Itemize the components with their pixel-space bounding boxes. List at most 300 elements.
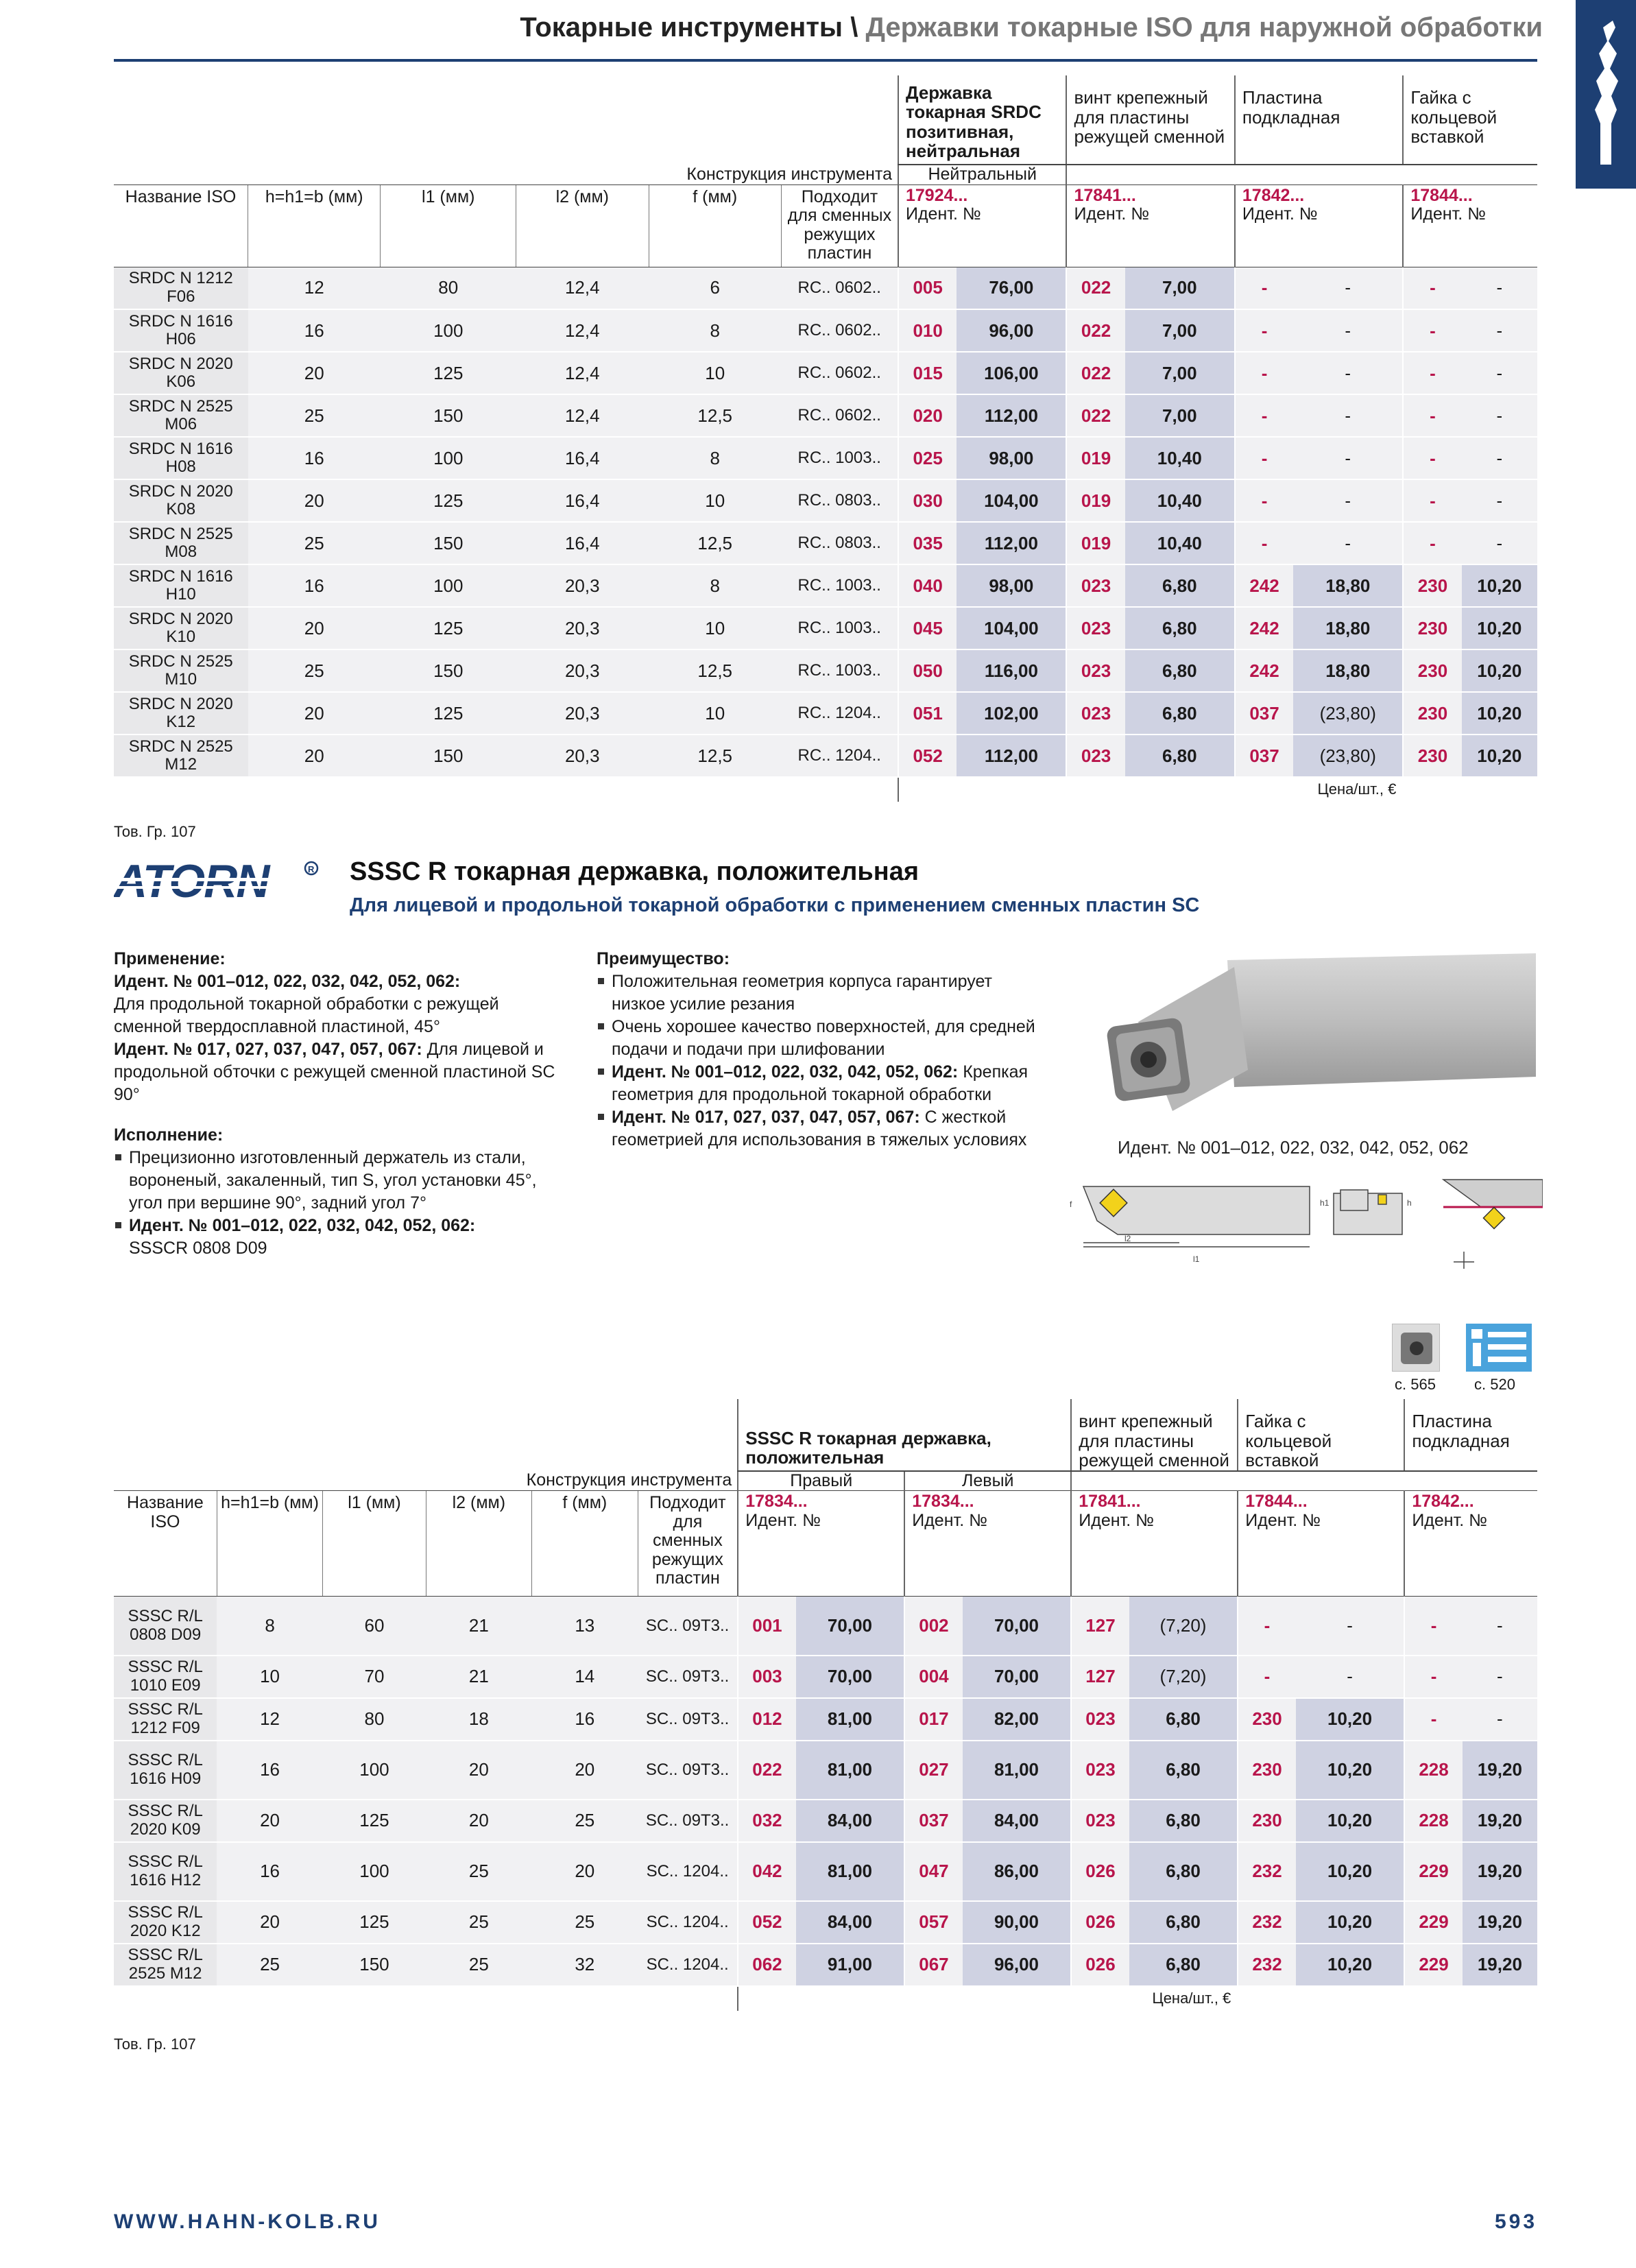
price-cell: -	[1293, 394, 1403, 437]
price-cell: 84,00	[796, 1901, 905, 1944]
adv-bullet-3: Идент. № 001–012, 022, 032, 042, 052, 062: Крепкая геометрия для продольной токарной обработки	[597, 1061, 1049, 1106]
f-cell: 20	[532, 1741, 638, 1800]
ident-code-cell: -	[1235, 394, 1293, 437]
iso-name-cell: SRDC N 2525 M06	[114, 394, 248, 437]
price-cell: 18,80	[1293, 607, 1403, 649]
ident-code-cell: 015	[898, 352, 957, 394]
insert-cell: SC.. 09T3..	[638, 1698, 738, 1741]
sssc-table	[114, 1399, 1537, 2011]
price-cell: 84,00	[796, 1800, 905, 1842]
price-cell: 86,00	[963, 1842, 1072, 1901]
price-cell: 6,80	[1125, 564, 1235, 607]
insert-cell: RC.. 0602..	[781, 394, 898, 437]
ident-code-cell: 242	[1235, 564, 1293, 607]
ident-code-cell: 020	[898, 394, 957, 437]
l2-cell: 25	[426, 1842, 531, 1901]
price-cell: 6,80	[1129, 1698, 1238, 1741]
price-cell: 104,00	[957, 607, 1066, 649]
f-cell: 10	[649, 607, 781, 649]
l1-cell: 150	[381, 649, 516, 692]
f-cell: 6	[649, 267, 781, 309]
ident-code-cell: 230	[1238, 1698, 1295, 1741]
ident-code-cell: 052	[738, 1901, 795, 1944]
price-cell: 70,00	[796, 1656, 905, 1698]
price-cell: -	[1293, 522, 1403, 564]
col-h: h=h1=b (мм)	[217, 1491, 322, 1597]
ident-code-cell: 023	[1071, 1800, 1129, 1842]
l2-cell: 25	[426, 1944, 531, 1986]
ref-page-565[interactable]: с. 565	[1395, 1376, 1436, 1393]
h-cell: 20	[217, 1901, 322, 1944]
ident-code-cell: 002	[904, 1597, 962, 1656]
l2-cell: 20,3	[516, 607, 649, 649]
price-cell: 106,00	[957, 352, 1066, 394]
exec-bullet-1: Прецизионно изготовленный держатель из стали, вороненый, закаленный, тип S, угол установки 45°, угол при вершине 90°, задний угол 7°	[114, 1147, 560, 1215]
iso-name-cell: SSSC R/L 2020 K12	[114, 1901, 217, 1944]
ident-code-cell: 230	[1403, 564, 1461, 607]
l2-cell: 18	[426, 1698, 531, 1741]
app-text-1: Для продольной токарной обработки с режущей сменной твердосплавной пластиной, 45°	[114, 994, 499, 1036]
price-cell: -	[1462, 309, 1537, 352]
l2-cell: 25	[426, 1901, 531, 1944]
ident-code-cell: 230	[1238, 1741, 1295, 1800]
h-cell: 20	[248, 735, 381, 777]
ident-code-cell: 001	[738, 1597, 795, 1656]
price-cell: 84,00	[963, 1800, 1072, 1842]
exec-bullet-2: Идент. № 001–012, 022, 032, 042, 052, 062: SSSCR 0808 D09	[114, 1215, 560, 1260]
ident-code-cell: -	[1403, 352, 1461, 394]
price-note: Цена/шт., €	[898, 777, 1403, 802]
price-cell: -	[1462, 522, 1537, 564]
iso-name-cell: SRDC N 2020 K06	[114, 352, 248, 394]
iso-name-cell: SRDC N 2020 K08	[114, 479, 248, 522]
ident-code-cell: 232	[1238, 1842, 1295, 1901]
iso-name-cell: SSSC R/L 1212 F09	[114, 1698, 217, 1741]
atorn-logo	[114, 859, 320, 903]
table-row	[114, 309, 1537, 352]
f-cell: 16	[532, 1698, 638, 1741]
col-l1: l1 (мм)	[381, 184, 516, 267]
group-title-shim: Пластина подкладная	[1235, 75, 1403, 165]
col-f: f (мм)	[649, 184, 781, 267]
iso-name-cell: SSSC R/L 0808 D09	[114, 1597, 217, 1656]
ident-code-cell: 047	[904, 1842, 962, 1901]
ident-code-cell: 037	[1235, 692, 1293, 735]
price-cell: 10,20	[1296, 1944, 1405, 1986]
price-cell: 70,00	[963, 1597, 1072, 1656]
table-row	[114, 692, 1537, 735]
insert-cell: RC.. 1003..	[781, 564, 898, 607]
price-cell: 81,00	[796, 1698, 905, 1741]
price-cell: 112,00	[957, 735, 1066, 777]
group-title-nut: Гайка с кольцевой вставкой	[1403, 75, 1537, 165]
photo-caption: Идент. № 001–012, 022, 032, 042, 052, 062	[1118, 1137, 1469, 1158]
price-cell: 10,20	[1462, 607, 1537, 649]
f-cell: 10	[649, 479, 781, 522]
l2-cell: 20,3	[516, 564, 649, 607]
ident-code-cell: 232	[1238, 1901, 1295, 1944]
f-cell: 12,5	[649, 394, 781, 437]
price-cell: 7,00	[1125, 267, 1235, 309]
construction-label: Конструкция инструмента	[114, 1471, 738, 1491]
adv-bullet-1: Положительная геометрия корпуса гарантирует низкое усилие резания	[597, 970, 1049, 1016]
group-id-3: 17842... Идент. №	[1235, 184, 1403, 267]
price-cell: 82,00	[963, 1698, 1072, 1741]
price-cell: -	[1462, 394, 1537, 437]
f-cell: 32	[532, 1944, 638, 1986]
header-rule	[114, 59, 1537, 62]
col-l2: l2 (мм)	[426, 1491, 531, 1597]
f-cell: 20	[532, 1842, 638, 1901]
ident-code-cell: 052	[898, 735, 957, 777]
price-cell: 10,20	[1462, 735, 1537, 777]
price-cell: -	[1462, 267, 1537, 309]
table-row	[114, 352, 1537, 394]
h-cell: 20	[248, 607, 381, 649]
insert-cell: RC.. 0803..	[781, 522, 898, 564]
price-cell: 19,20	[1463, 1800, 1537, 1842]
iso-name-cell: SSSC R/L 1616 H09	[114, 1741, 217, 1800]
insert-cell: RC.. 1204..	[781, 692, 898, 735]
price-cell: 10,20	[1462, 564, 1537, 607]
l1-cell: 70	[323, 1656, 426, 1698]
price-cell: (7,20)	[1129, 1656, 1238, 1698]
f-cell: 13	[532, 1597, 638, 1656]
price-cell: 10,40	[1125, 522, 1235, 564]
price-cell: 7,00	[1125, 309, 1235, 352]
ident-code-cell: 035	[898, 522, 957, 564]
ident-code-cell: 037	[1235, 735, 1293, 777]
ident-code-cell: 228	[1404, 1800, 1462, 1842]
svg-text:h1: h1	[1320, 1198, 1330, 1208]
table-row	[114, 267, 1537, 309]
ident-code-cell: 023	[1066, 607, 1124, 649]
table-row	[114, 649, 1537, 692]
price-cell: 6,80	[1129, 1842, 1238, 1901]
h-cell: 16	[248, 309, 381, 352]
price-cell: 18,80	[1293, 649, 1403, 692]
price-cell: (23,80)	[1293, 735, 1403, 777]
ident-code-cell: 032	[738, 1800, 795, 1842]
col-iso-name: Название ISO	[114, 1491, 217, 1597]
construction-right: Правый	[738, 1471, 904, 1491]
l2-cell: 16,4	[516, 479, 649, 522]
iso-name-cell: SRDC N 2020 K12	[114, 692, 248, 735]
price-cell: 98,00	[957, 437, 1066, 479]
price-cell: 6,80	[1129, 1800, 1238, 1842]
price-cell: -	[1463, 1656, 1537, 1698]
h-cell: 25	[217, 1944, 322, 1986]
ident-code-cell: 242	[1235, 649, 1293, 692]
col-l2: l2 (мм)	[516, 184, 649, 267]
f-cell: 25	[532, 1800, 638, 1842]
ident-code-cell: 022	[738, 1741, 795, 1800]
f-cell: 12,5	[649, 735, 781, 777]
price-cell: 7,00	[1125, 394, 1235, 437]
price-cell: 10,40	[1125, 437, 1235, 479]
table-row	[114, 1800, 1537, 1842]
insert-cell: SC.. 09T3..	[638, 1800, 738, 1842]
l1-cell: 125	[381, 352, 516, 394]
price-cell: 6,80	[1129, 1901, 1238, 1944]
ident-code-cell: -	[1403, 394, 1461, 437]
application-block	[114, 948, 560, 1260]
price-cell: 102,00	[957, 692, 1066, 735]
price-cell: 81,00	[796, 1741, 905, 1800]
l1-cell: 100	[323, 1842, 426, 1901]
insert-cell: SC.. 09T3..	[638, 1656, 738, 1698]
price-cell: 104,00	[957, 479, 1066, 522]
table-row	[114, 735, 1537, 777]
table-row	[114, 1741, 1537, 1800]
l2-cell: 16,4	[516, 522, 649, 564]
ident-code-cell: 023	[1066, 692, 1124, 735]
ident-code-cell: -	[1235, 522, 1293, 564]
ident-code-cell: 045	[898, 607, 957, 649]
ident-code-cell: 004	[904, 1656, 962, 1698]
insert-cell: RC.. 1003..	[781, 607, 898, 649]
price-cell: -	[1293, 479, 1403, 522]
title-sub: Державки токарные ISO для наружной обработки	[865, 12, 1543, 43]
ident-code-cell: 242	[1235, 607, 1293, 649]
ident-code-cell: 022	[1066, 352, 1124, 394]
iso-name-cell: SSSC R/L 2020 K09	[114, 1800, 217, 1842]
price-cell: 112,00	[957, 394, 1066, 437]
f-cell: 10	[649, 692, 781, 735]
price-cell: 81,00	[796, 1842, 905, 1901]
ident-code-cell: 022	[1066, 309, 1124, 352]
title-main: Токарные инструменты \	[520, 12, 858, 43]
price-cell: -	[1463, 1597, 1537, 1656]
ident-code-cell: 042	[738, 1842, 795, 1901]
h-cell: 16	[248, 564, 381, 607]
construction-left: Левый	[904, 1471, 1071, 1491]
price-note: Цена/шт., €	[738, 1986, 1238, 2011]
ident-code-cell: 019	[1066, 437, 1124, 479]
price-cell: 81,00	[963, 1741, 1072, 1800]
price-cell: 10,20	[1296, 1800, 1405, 1842]
l1-cell: 150	[381, 522, 516, 564]
insert-cell: RC.. 1003..	[781, 437, 898, 479]
l2-cell: 20,3	[516, 692, 649, 735]
application-heading: Применение:	[114, 949, 226, 968]
insert-cell: RC.. 1204..	[781, 735, 898, 777]
app-ident-2: Идент. № 017, 027, 037, 047, 057, 067:	[114, 1040, 422, 1059]
price-cell: 10,40	[1125, 479, 1235, 522]
ident-code-cell: 022	[1066, 394, 1124, 437]
ident-code-cell: -	[1403, 309, 1461, 352]
l1-cell: 125	[381, 479, 516, 522]
ident-code-cell: -	[1238, 1656, 1295, 1698]
iso-name-cell: SRDC N 1616 H10	[114, 564, 248, 607]
ident-code-cell: 050	[898, 649, 957, 692]
table-row	[114, 522, 1537, 564]
table-row	[114, 607, 1537, 649]
col-insert: Подходит для сменных режущих пластин	[781, 184, 898, 267]
price-cell: 19,20	[1463, 1842, 1537, 1901]
col-insert: Подходит для сменных режущих пластин	[638, 1491, 738, 1597]
l1-cell: 100	[323, 1741, 426, 1800]
f-cell: 8	[649, 564, 781, 607]
price-cell: 18,80	[1293, 564, 1403, 607]
insert-cell: SC.. 1204..	[638, 1901, 738, 1944]
insert-cell: SC.. 09T3..	[638, 1597, 738, 1656]
ident-code-cell: 005	[898, 267, 957, 309]
col-f: f (мм)	[532, 1491, 638, 1597]
group-id-4: 17844... Идент. №	[1403, 184, 1537, 267]
price-cell: 10,20	[1296, 1741, 1405, 1800]
l1-cell: 60	[323, 1597, 426, 1656]
l1-cell: 125	[323, 1800, 426, 1842]
ident-code-cell: 010	[898, 309, 957, 352]
price-cell: 96,00	[963, 1944, 1072, 1986]
l1-cell: 150	[381, 735, 516, 777]
ident-code-cell: 062	[738, 1944, 795, 1986]
info-ref-icon[interactable]	[1466, 1324, 1532, 1372]
ident-code-cell: 012	[738, 1698, 795, 1741]
price-cell: 76,00	[957, 267, 1066, 309]
ident-code-cell: 229	[1404, 1842, 1462, 1901]
price-cell: -	[1293, 309, 1403, 352]
h-cell: 16	[217, 1842, 322, 1901]
price-cell: 98,00	[957, 564, 1066, 607]
ident-code-cell: 027	[904, 1741, 962, 1800]
svg-text:R: R	[308, 864, 315, 874]
ident-code-cell: 022	[1066, 267, 1124, 309]
group-id-5: 17842... Идент. №	[1404, 1491, 1537, 1597]
price-cell: 116,00	[957, 649, 1066, 692]
iso-name-cell: SRDC N 2525 M12	[114, 735, 248, 777]
f-cell: 12,5	[649, 522, 781, 564]
app-ident-1: Идент. № 001–012, 022, 032, 042, 052, 062:	[114, 972, 461, 991]
group-title-screw: винт крепежный для пластины режущей сменной	[1071, 1399, 1238, 1471]
ident-code-cell: 230	[1403, 607, 1461, 649]
l2-cell: 20,3	[516, 649, 649, 692]
advantages-heading: Преимущество:	[597, 949, 730, 968]
table-row	[114, 1698, 1537, 1741]
group-title-holder: Державка токарная SRDC позитивная, нейтральная	[898, 75, 1066, 165]
table-row	[114, 437, 1537, 479]
col-iso-name: Название ISO	[114, 184, 248, 267]
iso-name-cell: SRDC N 1616 H06	[114, 309, 248, 352]
website-link[interactable]: WWW.HAHN-KOLB.RU	[114, 2210, 381, 2233]
price-cell: -	[1462, 437, 1537, 479]
page-title	[0, 12, 1543, 43]
price-cell: 6,80	[1129, 1741, 1238, 1800]
advantages-block	[597, 948, 1049, 1151]
price-cell: 6,80	[1125, 607, 1235, 649]
ident-code-cell: 057	[904, 1901, 962, 1944]
l1-cell: 125	[381, 692, 516, 735]
price-cell: (23,80)	[1293, 692, 1403, 735]
drill-tab-icon	[1576, 0, 1636, 189]
ident-code-cell: 023	[1066, 649, 1124, 692]
price-cell: 96,00	[957, 309, 1066, 352]
iso-name-cell: SRDC N 2020 K10	[114, 607, 248, 649]
f-cell: 12,5	[649, 649, 781, 692]
l2-cell: 20	[426, 1800, 531, 1842]
l2-cell: 12,4	[516, 309, 649, 352]
construction-value: Нейтральный	[898, 165, 1066, 184]
price-cell: 10,20	[1296, 1842, 1405, 1901]
group-title-nut: Гайка с кольцевой вставкой	[1238, 1399, 1404, 1471]
l2-cell: 16,4	[516, 437, 649, 479]
group-id-1: 17834... Идент. №	[738, 1491, 904, 1597]
h-cell: 25	[248, 522, 381, 564]
price-cell: 112,00	[957, 522, 1066, 564]
l1-cell: 150	[381, 394, 516, 437]
l2-cell: 20,3	[516, 735, 649, 777]
price-cell: -	[1293, 267, 1403, 309]
product-title: SSSC R токарная державка, положительная	[350, 857, 919, 886]
ident-code-cell: 230	[1403, 692, 1461, 735]
table-row	[114, 394, 1537, 437]
l2-cell: 12,4	[516, 267, 649, 309]
page-number: 593	[1495, 2210, 1538, 2233]
price-cell: 70,00	[796, 1597, 905, 1656]
iso-name-cell: SRDC N 1616 H08	[114, 437, 248, 479]
h-cell: 12	[248, 267, 381, 309]
l1-cell: 100	[381, 564, 516, 607]
ident-code-cell: 019	[1066, 522, 1124, 564]
ident-code-cell: 229	[1404, 1944, 1462, 1986]
h-cell: 25	[248, 649, 381, 692]
table-row	[114, 1901, 1537, 1944]
group-title-holder: SSSC R токарная державка, положительная	[738, 1399, 1071, 1471]
insert-cell: RC.. 1003..	[781, 649, 898, 692]
ident-code-cell: 230	[1238, 1800, 1295, 1842]
l1-cell: 100	[381, 437, 516, 479]
price-cell: 10,20	[1462, 649, 1537, 692]
iso-name-cell: SRDC N 2525 M10	[114, 649, 248, 692]
ident-code-cell: -	[1235, 267, 1293, 309]
group-title-screw: винт крепежный для пластины режущей сменной	[1066, 75, 1234, 165]
insert-cell: RC.. 0602..	[781, 309, 898, 352]
ref-page-520[interactable]: с. 520	[1474, 1376, 1515, 1393]
ident-code-cell: -	[1238, 1597, 1295, 1656]
h-cell: 20	[217, 1800, 322, 1842]
ident-code-cell: -	[1404, 1656, 1462, 1698]
group-id-4: 17844... Идент. №	[1238, 1491, 1404, 1597]
f-cell: 25	[532, 1901, 638, 1944]
ident-code-cell: 026	[1071, 1901, 1129, 1944]
product-subtitle: Для лицевой и продольной токарной обработки с применением сменных пластин SC	[350, 894, 1200, 916]
ident-code-cell: -	[1404, 1597, 1462, 1656]
insert-ref-icon[interactable]	[1392, 1324, 1440, 1372]
ident-code-cell: -	[1403, 479, 1461, 522]
insert-cell: RC.. 0602..	[781, 352, 898, 394]
ident-code-cell: 037	[904, 1800, 962, 1842]
iso-name-cell: SRDC N 2525 M08	[114, 522, 248, 564]
ident-code-cell: 023	[1071, 1741, 1129, 1800]
h-cell: 10	[217, 1656, 322, 1698]
adv-bullet-2: Очень хорошее качество поверхностей, для средней подачи и подачи при шлифовании	[597, 1016, 1049, 1061]
price-cell: -	[1296, 1597, 1405, 1656]
table-row	[114, 1842, 1537, 1901]
f-cell: 8	[649, 309, 781, 352]
table-row	[114, 479, 1537, 522]
l2-cell: 21	[426, 1597, 531, 1656]
price-cell: 6,80	[1129, 1944, 1238, 1986]
price-cell: -	[1463, 1698, 1537, 1741]
price-cell: 19,20	[1463, 1944, 1537, 1986]
l1-cell: 80	[323, 1698, 426, 1741]
h-cell: 25	[248, 394, 381, 437]
ident-code-cell: 230	[1403, 735, 1461, 777]
l2-cell: 12,4	[516, 394, 649, 437]
ident-code-cell: -	[1235, 309, 1293, 352]
table-row	[114, 564, 1537, 607]
